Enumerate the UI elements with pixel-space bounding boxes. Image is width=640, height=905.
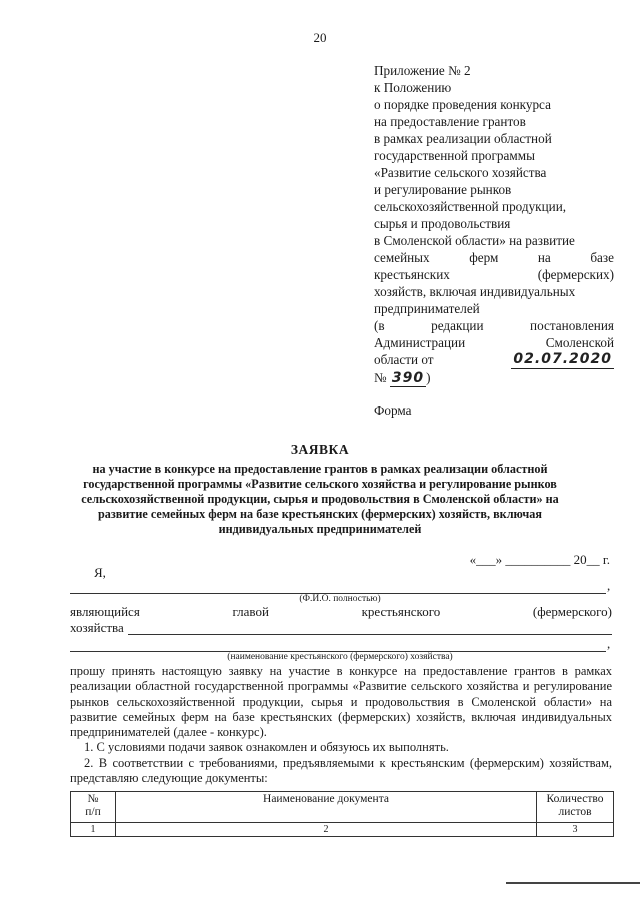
ya-label: Я,: [94, 565, 106, 580]
col-number-header: [71, 792, 116, 823]
table-cell: 1: [71, 823, 116, 837]
table-row: [71, 823, 614, 837]
appendix-line: Приложение № 2: [374, 63, 471, 78]
body-text: [70, 664, 612, 786]
appendix-line: [374, 249, 614, 266]
handwritten-date: 02.07.2020: [513, 351, 612, 367]
body-paragraph: прошу принять настоящую заявку на участие в конкурсе на предоставление грантов в рамках реализации областной государственной программы «Развитие сельского хозяйства и регулирование рынков сельскохозяйственной продукции, сырья и продовольствия в Смоленской области» на развитие семейных ферм на базе крестьянских (фермерских) хозяйств, включая индивидуальных предпринимателей (далее - конкурс).: [70, 664, 612, 740]
header-text: Количество: [546, 793, 604, 805]
word: крестьянских: [374, 267, 450, 282]
appendix-line: [374, 266, 614, 283]
appendix-line: на предоставление грантов: [374, 114, 526, 129]
appendix-line: государственной программы: [374, 148, 535, 163]
handwritten-number: 390: [391, 370, 425, 386]
word: (фермерского): [532, 604, 612, 619]
fio-comma: ,: [607, 578, 611, 593]
document-title: ЗАЯВКА: [290, 442, 350, 457]
appendix-line: сельскохозяйственной продукции,: [374, 199, 567, 214]
appendix-line: в рамках реализации областной: [374, 131, 552, 146]
appendix-line: [374, 317, 614, 334]
appendix-line: и регулирование рынков: [374, 182, 512, 197]
word: редакции: [431, 318, 484, 333]
appendix-line: в Смоленской области» на развитие: [374, 233, 575, 248]
word: (фермерских): [537, 267, 614, 282]
word: Смоленской: [545, 335, 614, 350]
number-label: №: [374, 370, 387, 385]
table-cell: 3: [537, 823, 614, 837]
date-line: «___» __________ 20__ г.: [469, 552, 610, 567]
appendix-line: сырья и продовольствия: [374, 216, 511, 231]
word: области от: [374, 352, 434, 367]
documents-table: [70, 791, 614, 837]
appendix-line: «Развитие сельского хозяйства: [374, 165, 547, 180]
appendix-line: к Положению: [374, 80, 452, 95]
header-text: листов: [558, 806, 592, 818]
appendix-line: [374, 334, 614, 351]
document-subtitle: на участие в конкурсе на предоставление грантов в рамках реализации областной государственной программы «Развитие сельского хозяйства и регулирование рынков сельскохозяйственной продукции, сырья и продовольствия в Смоленской области» на развитие семейных ферм на базе крестьянских (фермерских) хозяйств, включая индивидуальных предпринимателей: [81, 462, 559, 536]
close-paren: ): [426, 370, 431, 385]
word: (в: [374, 318, 385, 333]
appendix-line: [374, 351, 614, 369]
name-comma: ,: [607, 636, 611, 651]
header-text: №: [87, 793, 99, 805]
scan-edge-mark: [506, 882, 640, 884]
word: главой: [232, 604, 269, 619]
hoz-label: хозяйства: [70, 620, 124, 635]
body-paragraph: 2. В соответствии с требованиями, предъявляемыми к крестьянским (фермерским) хозяйствам, представляю следующие документы:: [70, 755, 612, 786]
appendix-line: хозяйств, включая индивидуальных: [374, 284, 576, 299]
word: крестьянского: [361, 604, 441, 619]
word: Администрации: [374, 335, 466, 350]
page-number: 20: [313, 30, 327, 45]
header-text: п/п: [85, 806, 101, 818]
fio-caption: (Ф.И.О. полностью): [299, 594, 381, 604]
table-header-row: [71, 792, 614, 823]
appendix-line: предпринимателей: [374, 301, 480, 316]
body-paragraph: 1. С условиями подачи заявок ознакомлен и обязуюсь их выполнять.: [84, 740, 449, 755]
word: базе: [590, 250, 614, 265]
appendix-line: о порядке проведения конкурса: [374, 97, 551, 112]
table-cell: 2: [116, 823, 537, 837]
col-sheets-header: [537, 792, 614, 823]
col-name-header: Наименование документа: [116, 792, 537, 823]
appendix-block: [374, 62, 614, 387]
word: семейных: [374, 250, 430, 265]
form-label: Форма: [374, 403, 412, 418]
word: ферм: [469, 250, 499, 265]
word: на: [537, 250, 551, 265]
yav-line: [70, 604, 612, 620]
word: являющийся: [70, 604, 140, 619]
hoz-line: [128, 634, 612, 635]
name-caption: (наименование крестьянского (фермерского) хозяйства): [227, 652, 453, 662]
word: постановления: [530, 318, 614, 333]
appendix-line: [374, 369, 614, 387]
